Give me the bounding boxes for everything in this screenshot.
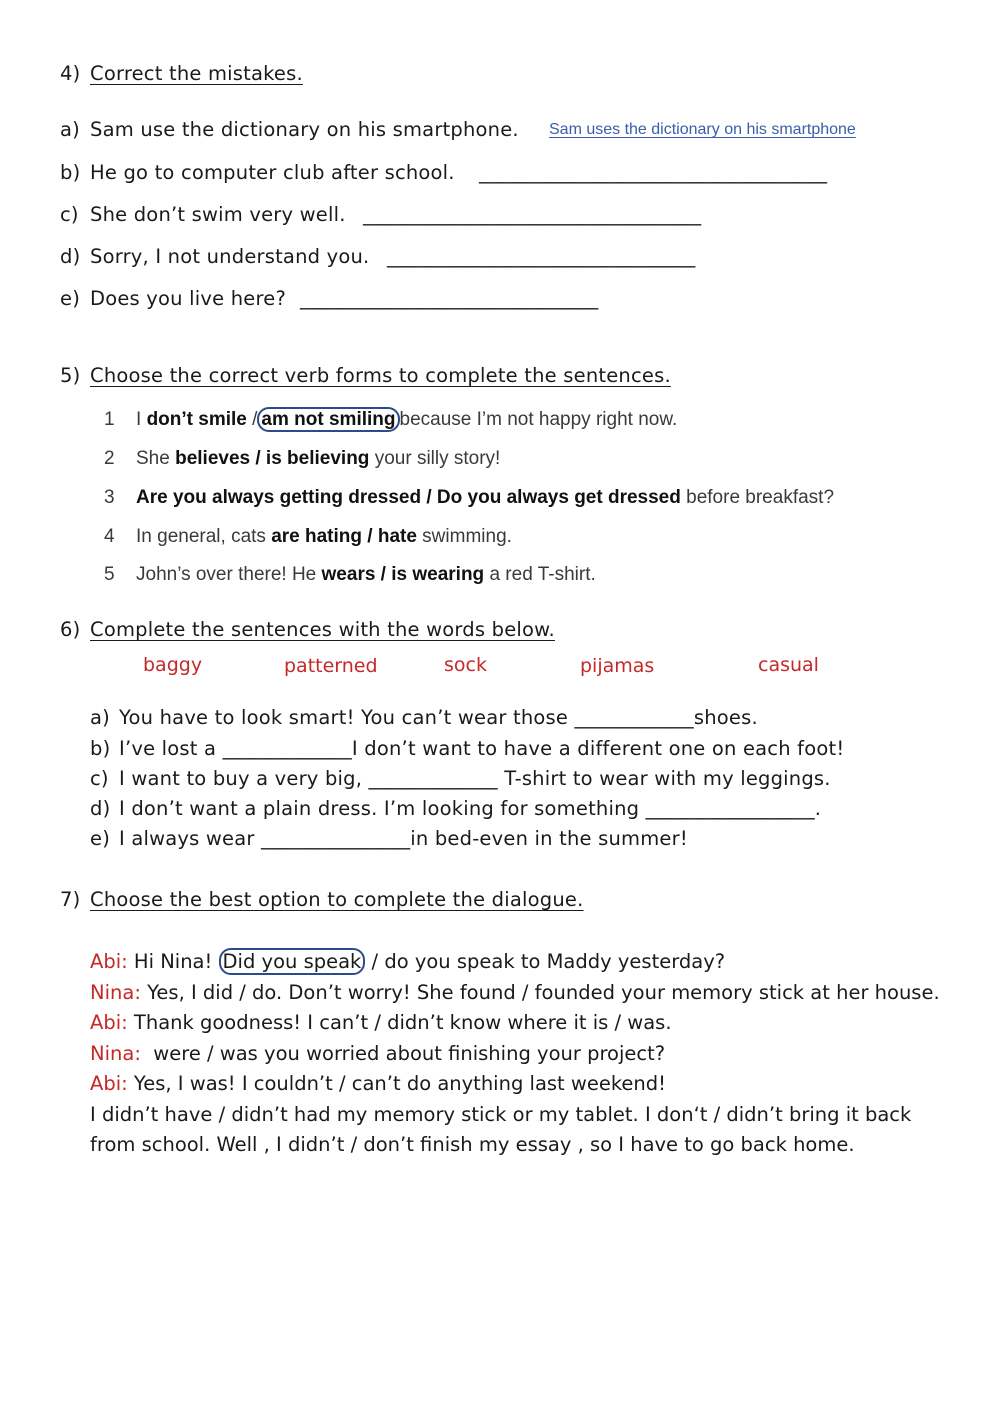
ex4-item-b	[60, 161, 455, 184]
heading-number: 4)	[60, 62, 81, 85]
dialogue	[90, 947, 940, 1161]
ex5-item-1	[104, 409, 677, 431]
dialogue-text: were / was you worried about finishing your project?	[140, 1041, 666, 1065]
answer-blank[interactable]: ______________________________	[300, 287, 599, 310]
dialogue-line-5	[90, 1069, 940, 1100]
ex4-item-a	[60, 118, 519, 141]
item-text: Does you live here?	[90, 287, 286, 310]
item-text: Sam use the dictionary on his smartphone.	[90, 118, 519, 141]
answer-blank[interactable]: ___________________________________	[479, 161, 828, 184]
ex5-item-5	[104, 564, 596, 586]
item-letter: e)	[60, 287, 81, 310]
dialogue-line-2	[90, 978, 940, 1009]
word-bank-sock: sock	[444, 654, 487, 676]
item-text: I always wear _______________in bed-even in the summer!	[119, 827, 688, 850]
item-letter: b)	[90, 737, 111, 760]
item-text: I’ve lost a _____________I don’t want to have a different one on each foot!	[119, 737, 845, 760]
item-text: John’s over there! He	[136, 564, 322, 585]
dialogue-text: / do you speak to Maddy yesterday?	[365, 950, 726, 973]
item-letter: a)	[90, 706, 110, 729]
answer-blank[interactable]: __________________________________	[363, 203, 702, 226]
word-bank-casual: casual	[758, 654, 819, 676]
heading-text: Correct the mistakes.	[90, 62, 303, 85]
word-bank-baggy: baggy	[143, 654, 203, 676]
item-text: I don’t want a plain dress. I’m looking for something _________________.	[119, 797, 822, 820]
item-letter: c)	[90, 767, 109, 790]
exercise-5-heading	[60, 364, 671, 387]
exercise-4-heading	[60, 62, 303, 85]
item-letter: d)	[90, 797, 111, 820]
speaker-abi: Abi:	[90, 1011, 128, 1034]
heading-number: 7)	[60, 888, 81, 911]
verb-options[interactable]: Are you always getting dressed / Do you always get dressed	[136, 487, 681, 508]
item-number: 5	[104, 564, 115, 585]
item-text: He go to computer club after school.	[90, 161, 455, 184]
speaker-abi: Abi:	[90, 1072, 128, 1095]
ex5-item-4	[104, 526, 512, 548]
heading-text: Choose the best option to complete the dialogue.	[90, 888, 584, 911]
item-letter: d)	[60, 245, 81, 268]
verb-options[interactable]: believes / is believing	[175, 448, 370, 469]
dialogue-line-4	[90, 1039, 940, 1070]
ex6-item-a	[90, 706, 758, 729]
item-text: I want to buy a very big, _____________ T-shirt to wear with my leggings.	[119, 767, 831, 790]
item-number: 4	[104, 526, 115, 547]
ex4-item-c	[60, 203, 346, 226]
item-number: 3	[104, 487, 115, 508]
item-text: because I’m not happy right now.	[399, 409, 678, 430]
item-text: before breakfast?	[680, 487, 835, 508]
item-letter: a)	[60, 118, 80, 141]
item-text: swimming.	[416, 526, 512, 547]
item-text: Sorry, I not understand you.	[90, 245, 370, 268]
ex4-answer-a: Sam uses the dictionary on his smartphone	[549, 121, 856, 138]
dialogue-line-6: I didn’t have / didn’t had my memory stick or my tablet. I don‘t / didn’t bring it back from school. Well , I didn’t / don’t finish my essay , so I have to go back home.	[90, 1102, 912, 1156]
heading-text: Choose the correct verb forms to complete the sentences.	[90, 364, 671, 387]
item-text: your silly story!	[369, 448, 501, 469]
ex6-item-d	[90, 797, 821, 820]
separator: /	[246, 409, 258, 430]
ex4-item-d	[60, 245, 369, 268]
answer-blank[interactable]: _______________________________	[387, 245, 696, 268]
dialogue-line-1	[90, 947, 940, 978]
item-text: She don’t swim very well.	[90, 203, 346, 226]
item-text: In general, cats	[136, 526, 272, 547]
exercise-6-heading	[60, 618, 555, 641]
ex4-item-e	[60, 287, 286, 310]
verb-options[interactable]: are hating / hate	[271, 526, 417, 547]
item-letter: c)	[60, 203, 79, 226]
selected-option[interactable]: Did you speak	[219, 948, 366, 975]
item-text: She	[136, 448, 176, 469]
item-number: 2	[104, 448, 115, 469]
dialogue-text: Thank goodness! I can’t / didn’t know where it is / was.	[127, 1011, 672, 1034]
dialogue-line-3	[90, 1008, 940, 1039]
word-bank-pijamas: pijamas	[580, 655, 655, 677]
ex5-item-3	[104, 487, 834, 509]
word-bank-patterned: patterned	[284, 655, 378, 677]
speaker-nina: Nina:	[90, 980, 141, 1004]
dialogue-text: Yes, I was! I couldn’t / can’t do anything last weekend!	[127, 1072, 666, 1095]
verb-option[interactable]: don’t smile	[146, 409, 247, 430]
ex5-item-2	[104, 448, 500, 470]
heading-number: 6)	[60, 618, 81, 641]
heading-text: Complete the sentences with the words below.	[90, 618, 555, 641]
item-letter: e)	[90, 827, 111, 850]
item-letter: b)	[60, 161, 81, 184]
ex6-item-b	[90, 737, 844, 760]
speaker-nina: Nina:	[90, 1041, 141, 1065]
dialogue-text: Yes, I did / do. Don’t worry! She found / founded your memory stick at her house.	[140, 980, 940, 1004]
ex6-item-c	[90, 767, 831, 790]
verb-options[interactable]: wears / is wearing	[321, 564, 485, 585]
item-text: I	[136, 409, 147, 430]
item-text: You have to look smart! You can’t wear those ____________shoes.	[119, 706, 758, 729]
selected-verb-option[interactable]: am not smiling	[257, 407, 399, 432]
heading-number: 5)	[60, 364, 81, 387]
ex6-item-e	[90, 827, 688, 850]
item-number: 1	[104, 409, 115, 430]
speaker-abi: Abi:	[90, 950, 128, 973]
dialogue-text: Hi Nina!	[127, 950, 219, 973]
item-text: a red T-shirt.	[484, 564, 596, 585]
exercise-7-heading	[60, 888, 584, 911]
